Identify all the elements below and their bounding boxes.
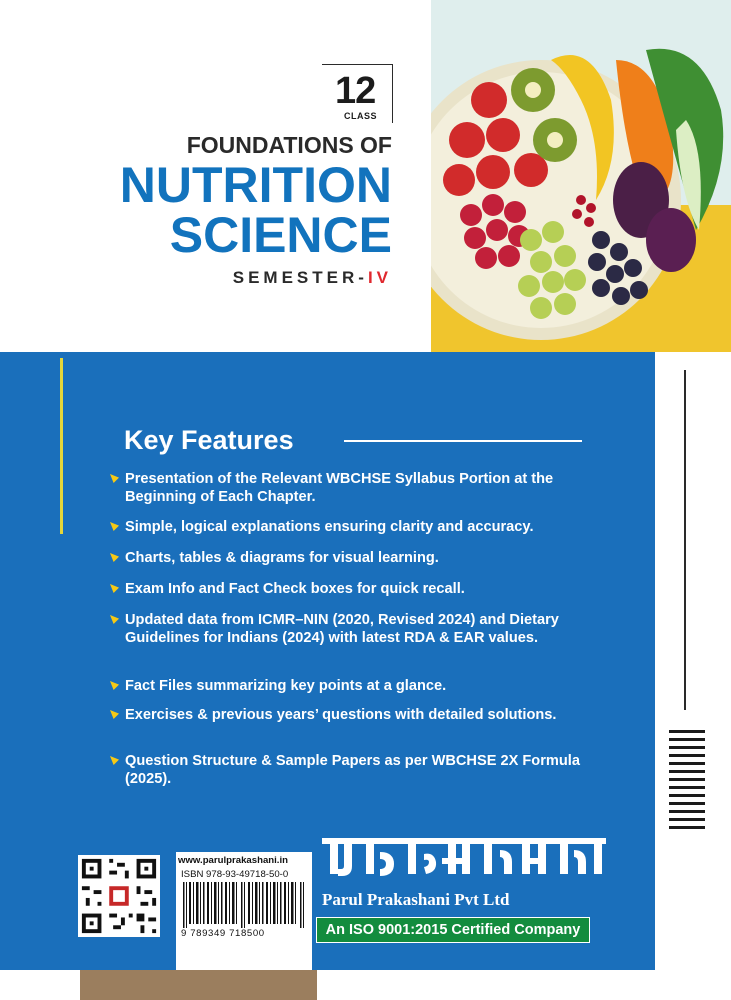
title-line-2: SCIENCE [169,207,392,263]
barcode-icon [181,882,309,928]
semester-label [233,268,392,288]
spine-strip [655,352,731,1000]
isbn-text: ISBN 978-93-49718-50-0 [181,869,289,880]
key-features-heading: Key Features [124,425,294,455]
class-label: CLASS [344,111,378,121]
fruit-bowl-photo [431,0,731,352]
spine-vertical-line [684,370,686,710]
fruit-bowl-illustration [431,0,731,352]
publisher-logo-bengali [316,828,616,886]
qr-code-icon[interactable] [78,855,160,937]
spine-rule [669,818,705,821]
spine-rule [669,754,705,757]
bottom-color-bar [80,970,317,1000]
semester-roman: IV [367,268,392,287]
spine-rule [669,738,705,741]
website-link[interactable]: www.parulprakashani.in [178,855,288,866]
subtitle-foundations: FOUNDATIONS OF [186,132,392,158]
title-line-1: NUTRITION [119,157,392,213]
spine-rule [669,810,705,813]
spine-rule [669,746,705,749]
semester-prefix: SEMESTER- [232,268,368,287]
panel-accent-line [60,358,63,534]
spine-rule [669,770,705,773]
barcode-number: 9 789349 718500 [181,928,265,939]
spine-rule [669,762,705,765]
class-number: 12 [335,70,376,112]
spine-rule [669,778,705,781]
spine-rule [669,794,705,797]
heading-rule [344,440,582,442]
spine-rule [669,730,705,733]
spine-rule [669,802,705,805]
publisher-name: Parul Prakashani Pvt Ltd [322,890,510,909]
spine-rule [669,826,705,829]
spine-rule [669,786,705,789]
iso-certification-badge: An ISO 9001:2015 Certified Company [316,917,590,943]
